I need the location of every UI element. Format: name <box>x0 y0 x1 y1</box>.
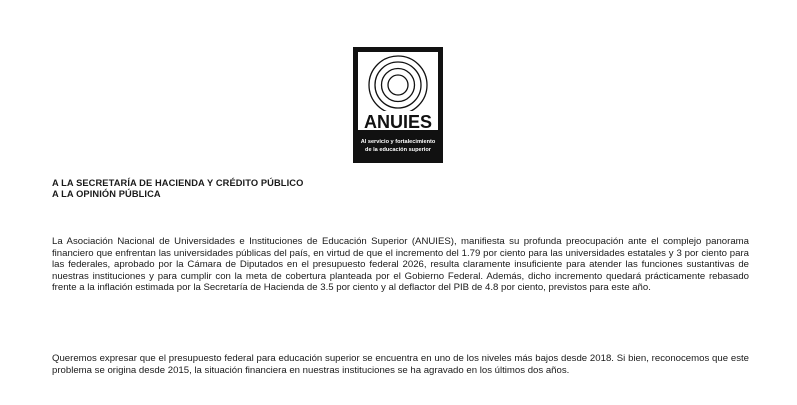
addressee-heading <box>52 178 303 200</box>
logo-tagline-line2: de la educación superior <box>365 147 431 153</box>
anuies-logo <box>353 47 443 163</box>
logo-wordmark: ANUIES <box>363 112 433 132</box>
logo-tagline-line1: Al servicio y fortalecimiento <box>360 139 436 145</box>
heading-line-2: A LA OPINIÓN PÚBLICA <box>52 189 161 199</box>
heading-line-1: A LA SECRETARÍA DE HACIENDA Y CRÉDITO PÚBLICO <box>52 178 304 188</box>
body-paragraph-2: Queremos expresar que el presupuesto federal para educación superior se encuentra en uno de los niveles más bajos desde 2018. Si bien, reconocemos que este problema se origina desde 2015, la situación financiera en nuestras instituciones se ha agravado en los últimos dos años. <box>52 353 749 376</box>
anuies-emblem-icon <box>355 49 441 161</box>
body-paragraph-1: La Asociación Nacional de Universidades e Instituciones de Educación Superior (ANUIES), manifiesta su profunda preocupación ante el complejo panorama financiero que enfrentan las universidades públicas del país, en virtud de que el incremento del 1.79 por ciento para las universidades estatales y 3 por ciento para las federales, aprobado por la Cámara de Diputados en el presupuesto federal 2026, resulta claramente insuficiente para atender las funciones sustantivas de nuestras instituciones y para cumplir con la meta de cobertura planteada por el Gobierno Federal. Además, dicho incremento quedará prácticamente rebasado frente a la inflación estimada por la Secretaría de Hacienda de 3.5 por ciento y al deflactor del PIB de 4.8 por ciento, previstos para este año. <box>52 236 749 294</box>
